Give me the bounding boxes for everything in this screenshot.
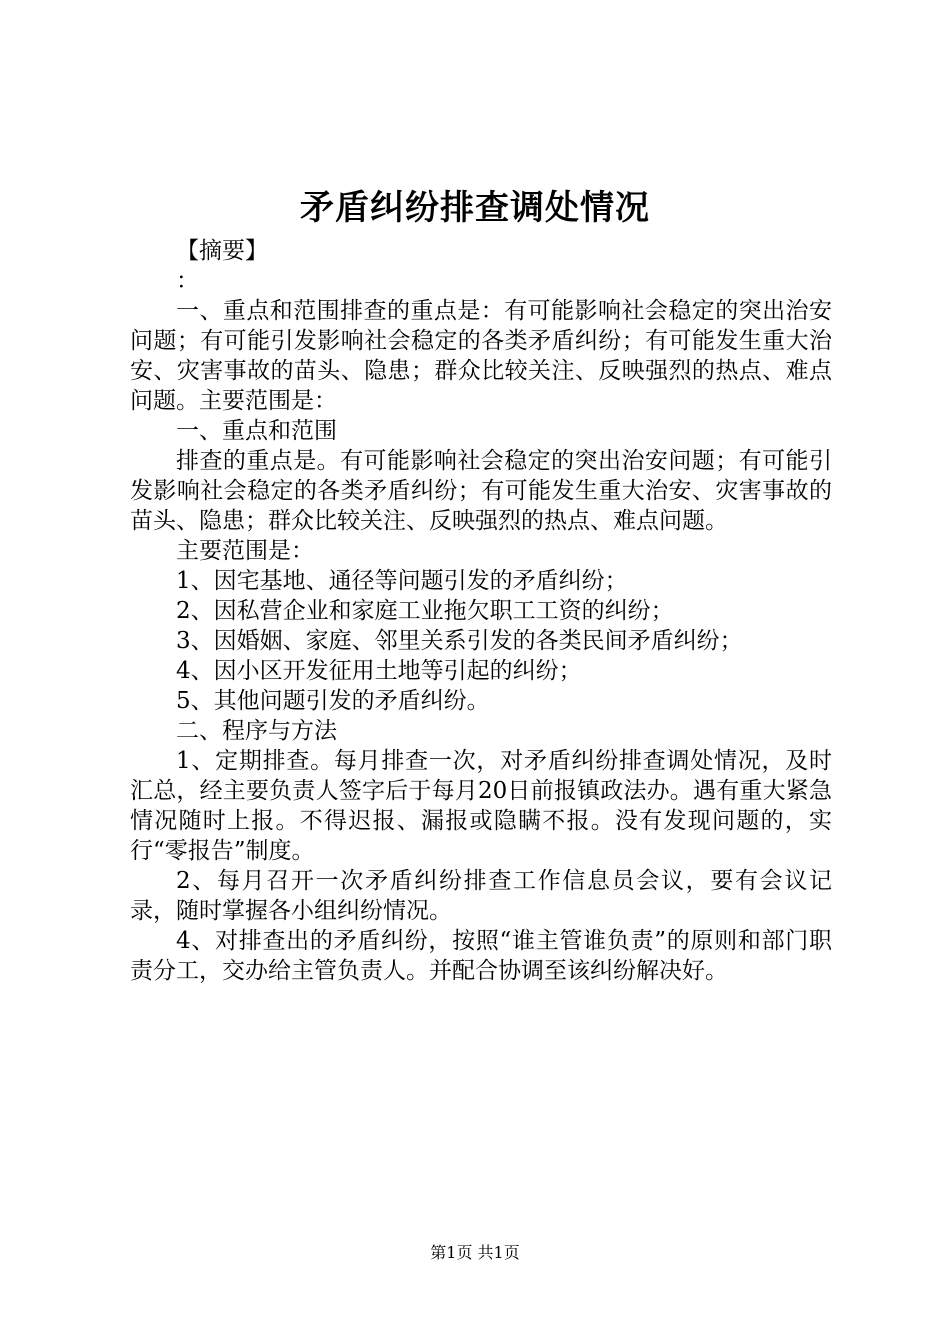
paragraph: 一、重点和范围排查的重点是：有可能影响社会稳定的突出治安问题；有可能引发影响社会稳定的各类矛盾纠纷；有可能发生重大治安、灾害事故的苗头、隐患；群众比较关注、反映强烈的热点、难点问题。主要范围是： — [130, 298, 832, 414]
list-item: 2、因私营企业和家庭工业拖欠职工工资的纠纷； — [176, 598, 674, 624]
list-item: 4、因小区开发征用土地等引起的纠纷； — [176, 658, 582, 684]
page-footer: 第1页 共1页 — [430, 1243, 520, 1262]
paragraph: 4、对排查出的矛盾纠纷，按照“谁主管谁负责”的原则和部门职责分工，交办给主管负责人。并配合协调至该纠纷解决好。 — [130, 928, 832, 984]
paragraph: 主要范围是： — [176, 538, 314, 564]
document-body — [130, 236, 832, 986]
paragraph: 1、定期排查。每月排查一次，对矛盾纠纷排查调处情况，及时汇总，经主要负责人签字后于每月20日前报镇政法办。遇有重大紧急情况随时上报。不得迟报、漏报或隐瞒不报。没有发现问题的，实行“零报告”制度。 — [130, 748, 832, 864]
list-item: 3、因婚姻、家庭、邻里关系引发的各类民间矛盾纠纷； — [176, 628, 743, 654]
list-item: 5、其他问题引发的矛盾纠纷。 — [176, 688, 490, 714]
abstract-colon: ： — [176, 268, 199, 294]
paragraph: 排查的重点是。有可能影响社会稳定的突出治安问题；有可能引发影响社会稳定的各类矛盾纠纷；有可能发生重大治安、灾害事故的苗头、隐患；群众比较关注、反映强烈的热点、难点问题。 — [130, 448, 832, 534]
paragraph: 2、每月召开一次矛盾纠纷排查工作信息员会议，要有会议记录，随时掌握各小组纠纷情况。 — [130, 868, 832, 924]
abstract-label: 【摘要】 — [176, 238, 268, 264]
section-heading: 一、重点和范围 — [176, 418, 337, 444]
section-heading: 二、程序与方法 — [176, 718, 337, 744]
document-title: 矛盾纠纷排查调处情况 — [300, 188, 650, 228]
list-item: 1、因宅基地、通径等问题引发的矛盾纠纷； — [176, 568, 628, 594]
